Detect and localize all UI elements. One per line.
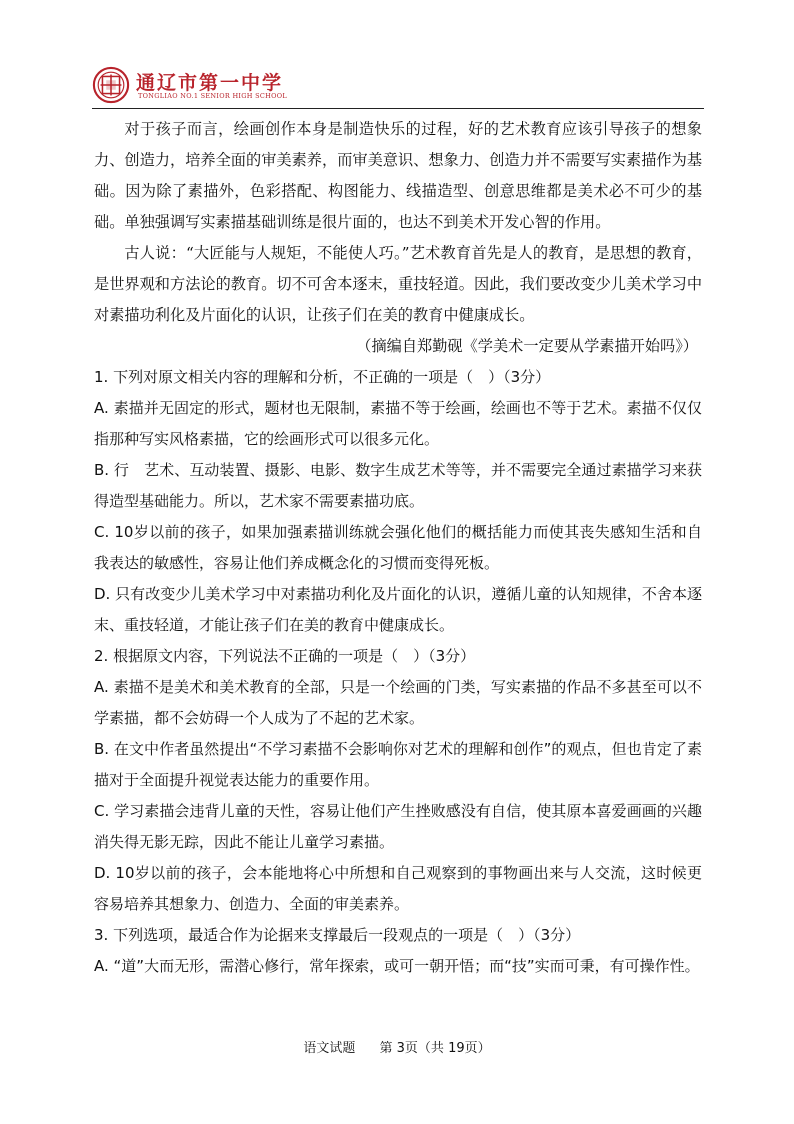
question-option: A. “道”大而无形，需潜心修行，常年探索，或可一朝开悟；而“技”实而可秉，有可操作性。 xyxy=(94,957,700,975)
question-option: B. 在文中作者虽然提出“不学习素描不会影响你对艺术的理解和创作”的观点，但也肯定了素描对于全面提升视觉表达能力的重要作用。 xyxy=(94,740,702,789)
school-name-cn: 通辽市第一中学 xyxy=(136,72,284,94)
question-stem: 2. 根据原文内容，下列说法不正确的一项是（ ）（3分） xyxy=(94,647,476,665)
question-stem: 1. 下列对原文相关内容的理解和分析，不正确的一项是（ ）（3分） xyxy=(94,368,551,386)
question-option: A. 素描不是美术和美术教育的全部，只是一个绘画的门类，写实素描的作品不多甚至可以不学素描，都不会妨碍一个人成为了不起的艺术家。 xyxy=(94,678,702,727)
passage-paragraph: 对于孩子而言，绘画创作本身是制造快乐的过程，好的艺术教育应该引导孩子的想象力、创造力，培养全面的审美素养，而审美意识、想象力、创造力并不需要写实素描作为基础。因为除了素描外，色彩搭配、构图能力、线描造型、创意思维都是美术必不可少的基础。单独强调写实素描基础训练是很片面的，也达不到美术开发心智的作用。 xyxy=(94,120,702,231)
footer-subject: 语文试题 xyxy=(303,1041,356,1056)
question-option: B. 行 艺术、互动装置、摄影、电影、数字生成艺术等等，并不需要完全通过素描学习来获得造型基础能力。所以，艺术家不需要素描功底。 xyxy=(94,461,702,510)
school-logo-icon xyxy=(92,66,130,104)
page-content xyxy=(94,114,702,982)
passage-source: （摘编自郑勤砚《学美术一定要从学素描开始吗》） xyxy=(356,337,698,355)
question-option: C. 学习素描会违背儿童的天性，容易让他们产生挫败感没有自信，使其原本喜爱画画的兴趣消失得无影无踪，因此不能让儿童学习素描。 xyxy=(94,802,702,851)
question-option: C. 10岁以前的孩子，如果加强素描训练就会强化他们的概括能力而使其丧失感知生活和自我表达的敏感性，容易让他们养成概念化的习惯而变得死板。 xyxy=(94,523,702,572)
page-header xyxy=(92,66,704,106)
question-stem: 3. 下列选项，最适合作为论据来支撑最后一段观点的一项是（ ）（3分） xyxy=(94,926,581,944)
page-footer xyxy=(0,1037,794,1056)
question-option: A. 素描并无固定的形式，题材也无限制，素描不等于绘画，绘画也不等于艺术。素描不仅仅指那种写实风格素描，它的绘画形式可以很多元化。 xyxy=(94,399,702,448)
header-rule xyxy=(92,108,704,109)
school-name-en: TONGLIAO NO.1 SENIOR HIGH SCHOOL xyxy=(138,92,287,100)
passage-paragraph: 古人说：“大匠能与人规矩，不能使人巧。”艺术教育首先是人的教育，是思想的教育，是世界观和方法论的教育。切不可舍本逐末，重技轻道。因此，我们要改变少儿美术学习中对素描功利化及片面化的认识，让孩子们在美的教育中健康成长。 xyxy=(94,244,702,324)
question-option: D. 只有改变少儿美术学习中对素描功利化及片面化的认识，遵循儿童的认知规律，不舍本逐末、重技轻道，才能让孩子们在美的教育中健康成长。 xyxy=(94,585,702,634)
question-option: D. 10岁以前的孩子，会本能地将心中所想和自己观察到的事物画出来与人交流，这时候更容易培养其想象力、创造力、全面的审美素养。 xyxy=(94,864,702,913)
footer-page-number: 第 3页（共 19页） xyxy=(379,1041,491,1056)
